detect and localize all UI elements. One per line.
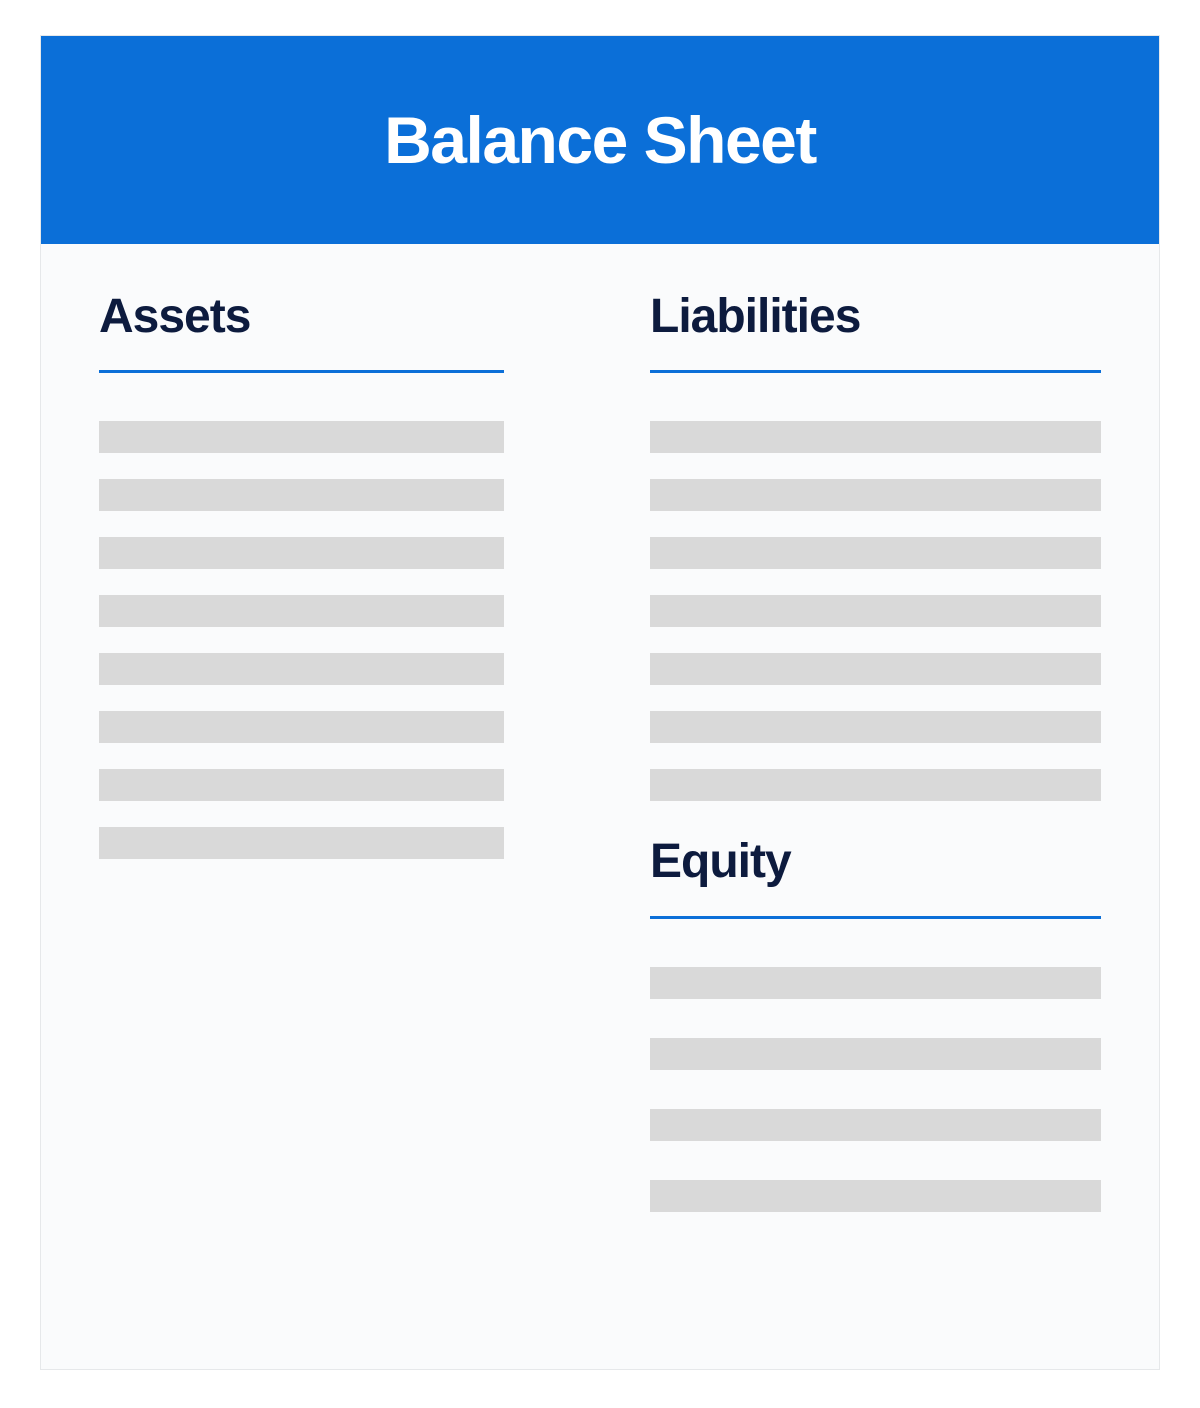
list-item (650, 1180, 1101, 1212)
assets-rows (99, 421, 504, 859)
equity-divider (650, 916, 1101, 919)
page-title: Balance Sheet (384, 103, 816, 177)
list-item (650, 1038, 1101, 1070)
liabilities-heading: Liabilities (650, 290, 861, 343)
equity-block (650, 837, 1101, 1211)
list-item (99, 479, 504, 511)
list-item (99, 537, 504, 569)
assets-heading: Assets (99, 290, 251, 343)
assets-column (99, 292, 600, 1251)
sheet-columns (41, 244, 1159, 1251)
list-item (99, 769, 504, 801)
list-item (650, 479, 1101, 511)
list-item (650, 421, 1101, 453)
balance-sheet-card (40, 35, 1160, 1370)
equity-rows (650, 967, 1101, 1212)
list-item (650, 653, 1101, 685)
list-item (99, 711, 504, 743)
liabilities-divider (650, 370, 1101, 373)
sheet-header (41, 36, 1159, 244)
list-item (99, 421, 504, 453)
list-item (650, 967, 1101, 999)
list-item (650, 769, 1101, 801)
assets-divider (99, 370, 504, 373)
list-item (650, 537, 1101, 569)
equity-heading: Equity (650, 835, 791, 889)
list-item (650, 711, 1101, 743)
list-item (99, 827, 504, 859)
list-item (650, 595, 1101, 627)
liabilities-rows (650, 421, 1101, 801)
list-item (99, 595, 504, 627)
list-item (99, 653, 504, 685)
liabilities-equity-column (600, 292, 1101, 1251)
list-item (650, 1109, 1101, 1141)
